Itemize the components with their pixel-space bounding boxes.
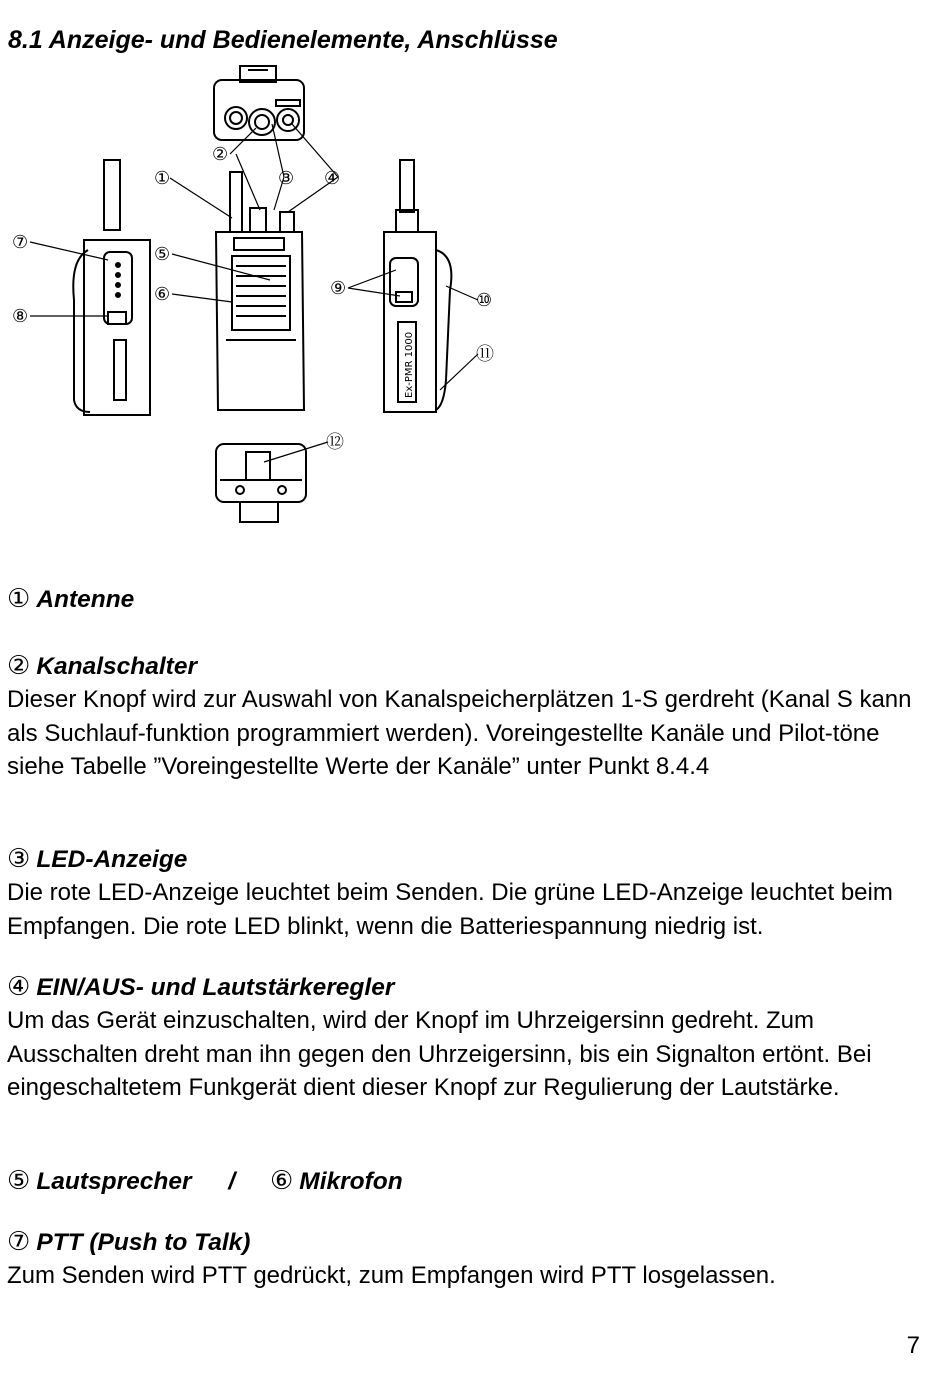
callout-6: ⑥ bbox=[154, 284, 171, 305]
callout-8: ⑧ bbox=[12, 306, 29, 327]
item-led-anzeige bbox=[7, 843, 927, 943]
callout-11: ⑪ bbox=[476, 344, 494, 365]
item-number: ① bbox=[7, 584, 31, 614]
callout-5: ⑤ bbox=[154, 244, 171, 265]
callout-12: ⑫ bbox=[326, 432, 344, 453]
item-number: ④ bbox=[7, 972, 31, 1002]
item-number: ⑦ bbox=[7, 1227, 31, 1257]
callout-1: ① bbox=[154, 168, 171, 189]
item-title-text: PTT (Push to Talk) bbox=[36, 1229, 251, 1256]
item-title-text-2: Mikrofon bbox=[299, 1168, 403, 1195]
item-description: Zum Senden wird PTT gedrückt, zum Empfangen wird PTT losgelassen. bbox=[7, 1262, 776, 1289]
item-antenne bbox=[7, 583, 927, 616]
left-side-view bbox=[73, 160, 150, 415]
item-title-text: LED-Anzeige bbox=[36, 846, 188, 873]
page-number: 7 bbox=[906, 1332, 920, 1359]
item-title bbox=[7, 650, 927, 683]
item-ein-aus-regler bbox=[7, 971, 927, 1105]
item-title-text: Kanalschalter bbox=[36, 653, 197, 680]
item-title-text: EIN/AUS- und Lautstärkeregler bbox=[36, 974, 395, 1001]
item-title bbox=[7, 583, 927, 616]
device-model-label: Ex-PMR 1000 bbox=[404, 331, 415, 398]
item-number: ② bbox=[7, 651, 31, 681]
item-separator: / bbox=[228, 1168, 236, 1195]
item-title-text: Antenne bbox=[36, 586, 135, 613]
item-description: Die rote LED-Anzeige leuchtet beim Senden. Die grüne LED-Anzeige leuchtet beim Empfangen. Die rote LED blinkt, wenn die Batteriespannung niedrig ist. bbox=[7, 879, 893, 940]
item-title bbox=[7, 843, 927, 876]
item-number: ③ bbox=[7, 844, 31, 874]
callout-7: ⑦ bbox=[12, 232, 29, 253]
item-description: Um das Gerät einzuschalten, wird der Knopf im Uhrzeigersinn gedreht. Zum Ausschalten dreht man ihn gegen den Uhrzeigersinn, bis ein Signalton ertönt. Bei eingeschaltetem Funkgerät dient dieser Knopf zur Regulierung der Lautstärke. bbox=[7, 1007, 872, 1101]
callout-10: ⑩ bbox=[476, 290, 493, 311]
right-side-view bbox=[384, 160, 451, 412]
item-ptt bbox=[7, 1226, 927, 1293]
radio-device-figure bbox=[0, 60, 520, 540]
callout-2: ② bbox=[212, 144, 229, 165]
item-description: Dieser Knopf wird zur Auswahl von Kanalspeicherplätzen 1-S gerdreht (Kanal S kann als Suchlauf-funktion programmiert werden). Voreingestellte Kanäle und Pilot-töne siehe Tabelle ”Voreingestellte Werte der Kanäle” unter Punkt 8.4.4 bbox=[7, 686, 912, 780]
section-heading: 8.1 Anzeige- und Bedienelemente, Anschlüsse bbox=[8, 26, 558, 54]
item-title bbox=[7, 971, 927, 1004]
item-title bbox=[7, 1165, 927, 1198]
callout-9: ⑨ bbox=[330, 278, 347, 299]
radio-drawing bbox=[0, 60, 520, 540]
item-number-2: ⑥ bbox=[269, 1166, 294, 1196]
item-title-text: Lautsprecher bbox=[36, 1168, 192, 1195]
bottom-view bbox=[216, 444, 306, 522]
front-view bbox=[216, 172, 304, 410]
callout-4: ④ bbox=[324, 168, 341, 189]
callout-3: ③ bbox=[278, 168, 295, 189]
item-lautsprecher-mikrofon bbox=[7, 1165, 927, 1198]
item-title bbox=[7, 1226, 927, 1259]
top-view bbox=[214, 66, 304, 140]
item-kanalschalter bbox=[7, 650, 927, 784]
item-number: ⑤ bbox=[7, 1166, 31, 1196]
